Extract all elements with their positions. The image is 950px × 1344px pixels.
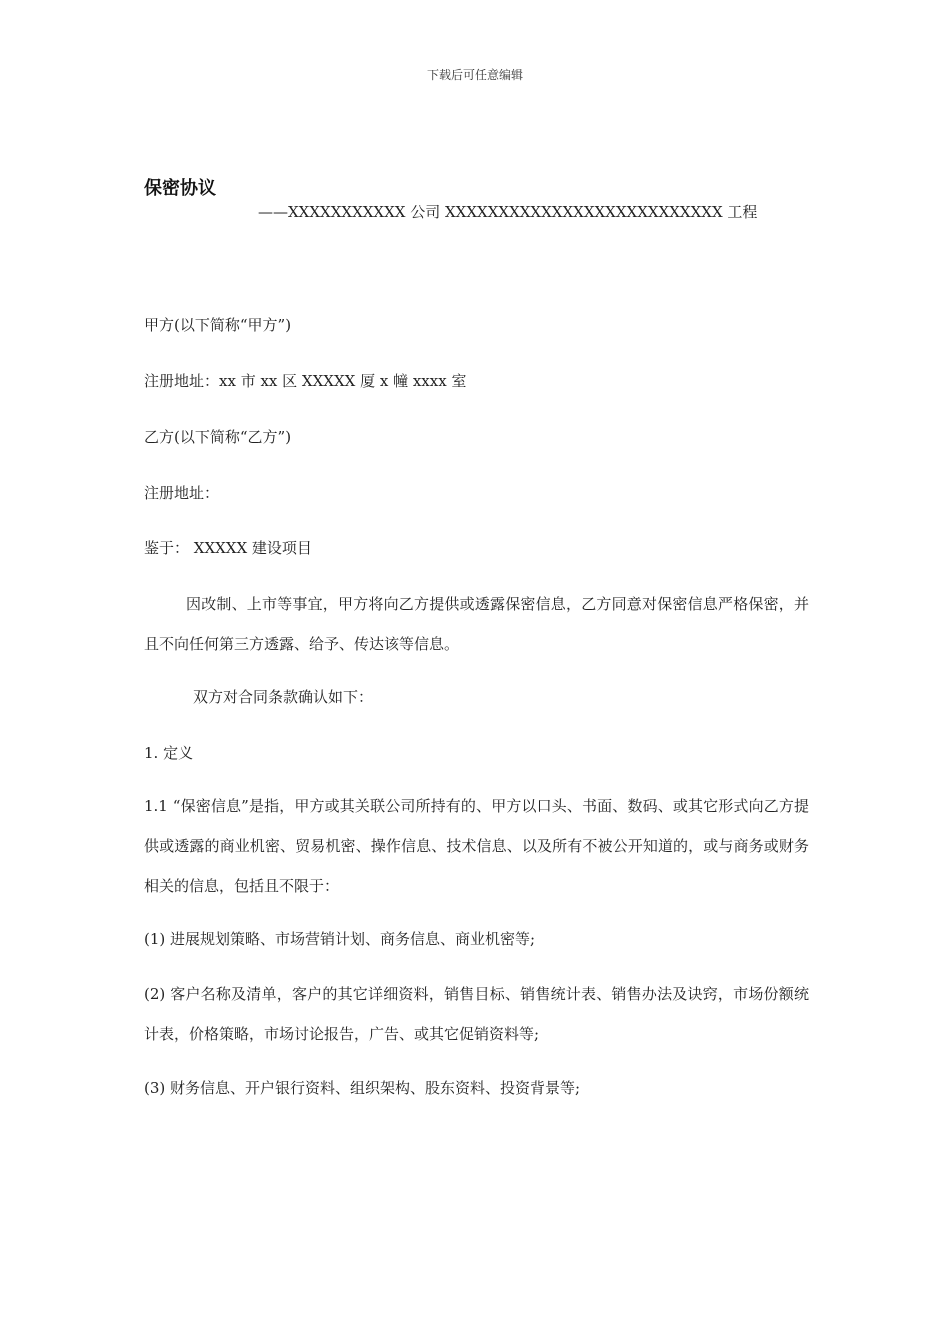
confirm-line: 双方对合同条款确认如下： bbox=[193, 688, 374, 706]
header-note: 下载后可任意编辑 bbox=[426, 68, 523, 82]
party-a-address-line: 注册地址：xx 市 xx 区 XXXXX 厦 x 幢 xxxx 室 bbox=[144, 372, 467, 390]
section-1-heading: 1. 定义 bbox=[144, 744, 194, 762]
party-a-line: 甲方(以下简称“甲方”) bbox=[144, 316, 292, 334]
list-item-3: (3) 财务信息、开户银行资料、组织架构、股东资料、投资背景等; bbox=[144, 1079, 581, 1097]
intro-paragraph: 因改制、上市等事宜，甲方将向乙方提供或透露保密信息，乙方同意对保密信息严格保密，并且不向任何第三方透露、给予、传达该等信息。 bbox=[144, 595, 809, 653]
whereas-line: 鉴于： XXXXX 建设项目 bbox=[144, 539, 312, 557]
list-item-1: (1) 进展规划策略、市场营销计划、商务信息、商业机密等; bbox=[144, 930, 536, 948]
section-1-1-paragraph: 1.1 “保密信息”是指，甲方或其关联公司所持有的、甲方以口头、书面、数码、或其它形式向乙方提供或透露的商业机密、贸易机密、操作信息、技术信息、以及所有不被公开知道的，或与商务或财务相关的信息，包括且不限于： bbox=[144, 797, 809, 895]
party-b-line: 乙方(以下简称“乙方”) bbox=[144, 428, 292, 446]
party-b-address-line: 注册地址： bbox=[144, 484, 220, 502]
list-item-2: (2) 客户名称及清单，客户的其它详细资料，销售目标、销售统计表、销售办法及诀窍，市场份额统计表，价格策略，市场讨论报告，广告、或其它促销资料等; bbox=[144, 985, 809, 1043]
document-subtitle: ——XXXXXXXXXXX 公司 XXXXXXXXXXXXXXXXXXXXXXXXXX 工程 bbox=[258, 203, 758, 221]
document-title: 保密协议 bbox=[144, 178, 216, 199]
